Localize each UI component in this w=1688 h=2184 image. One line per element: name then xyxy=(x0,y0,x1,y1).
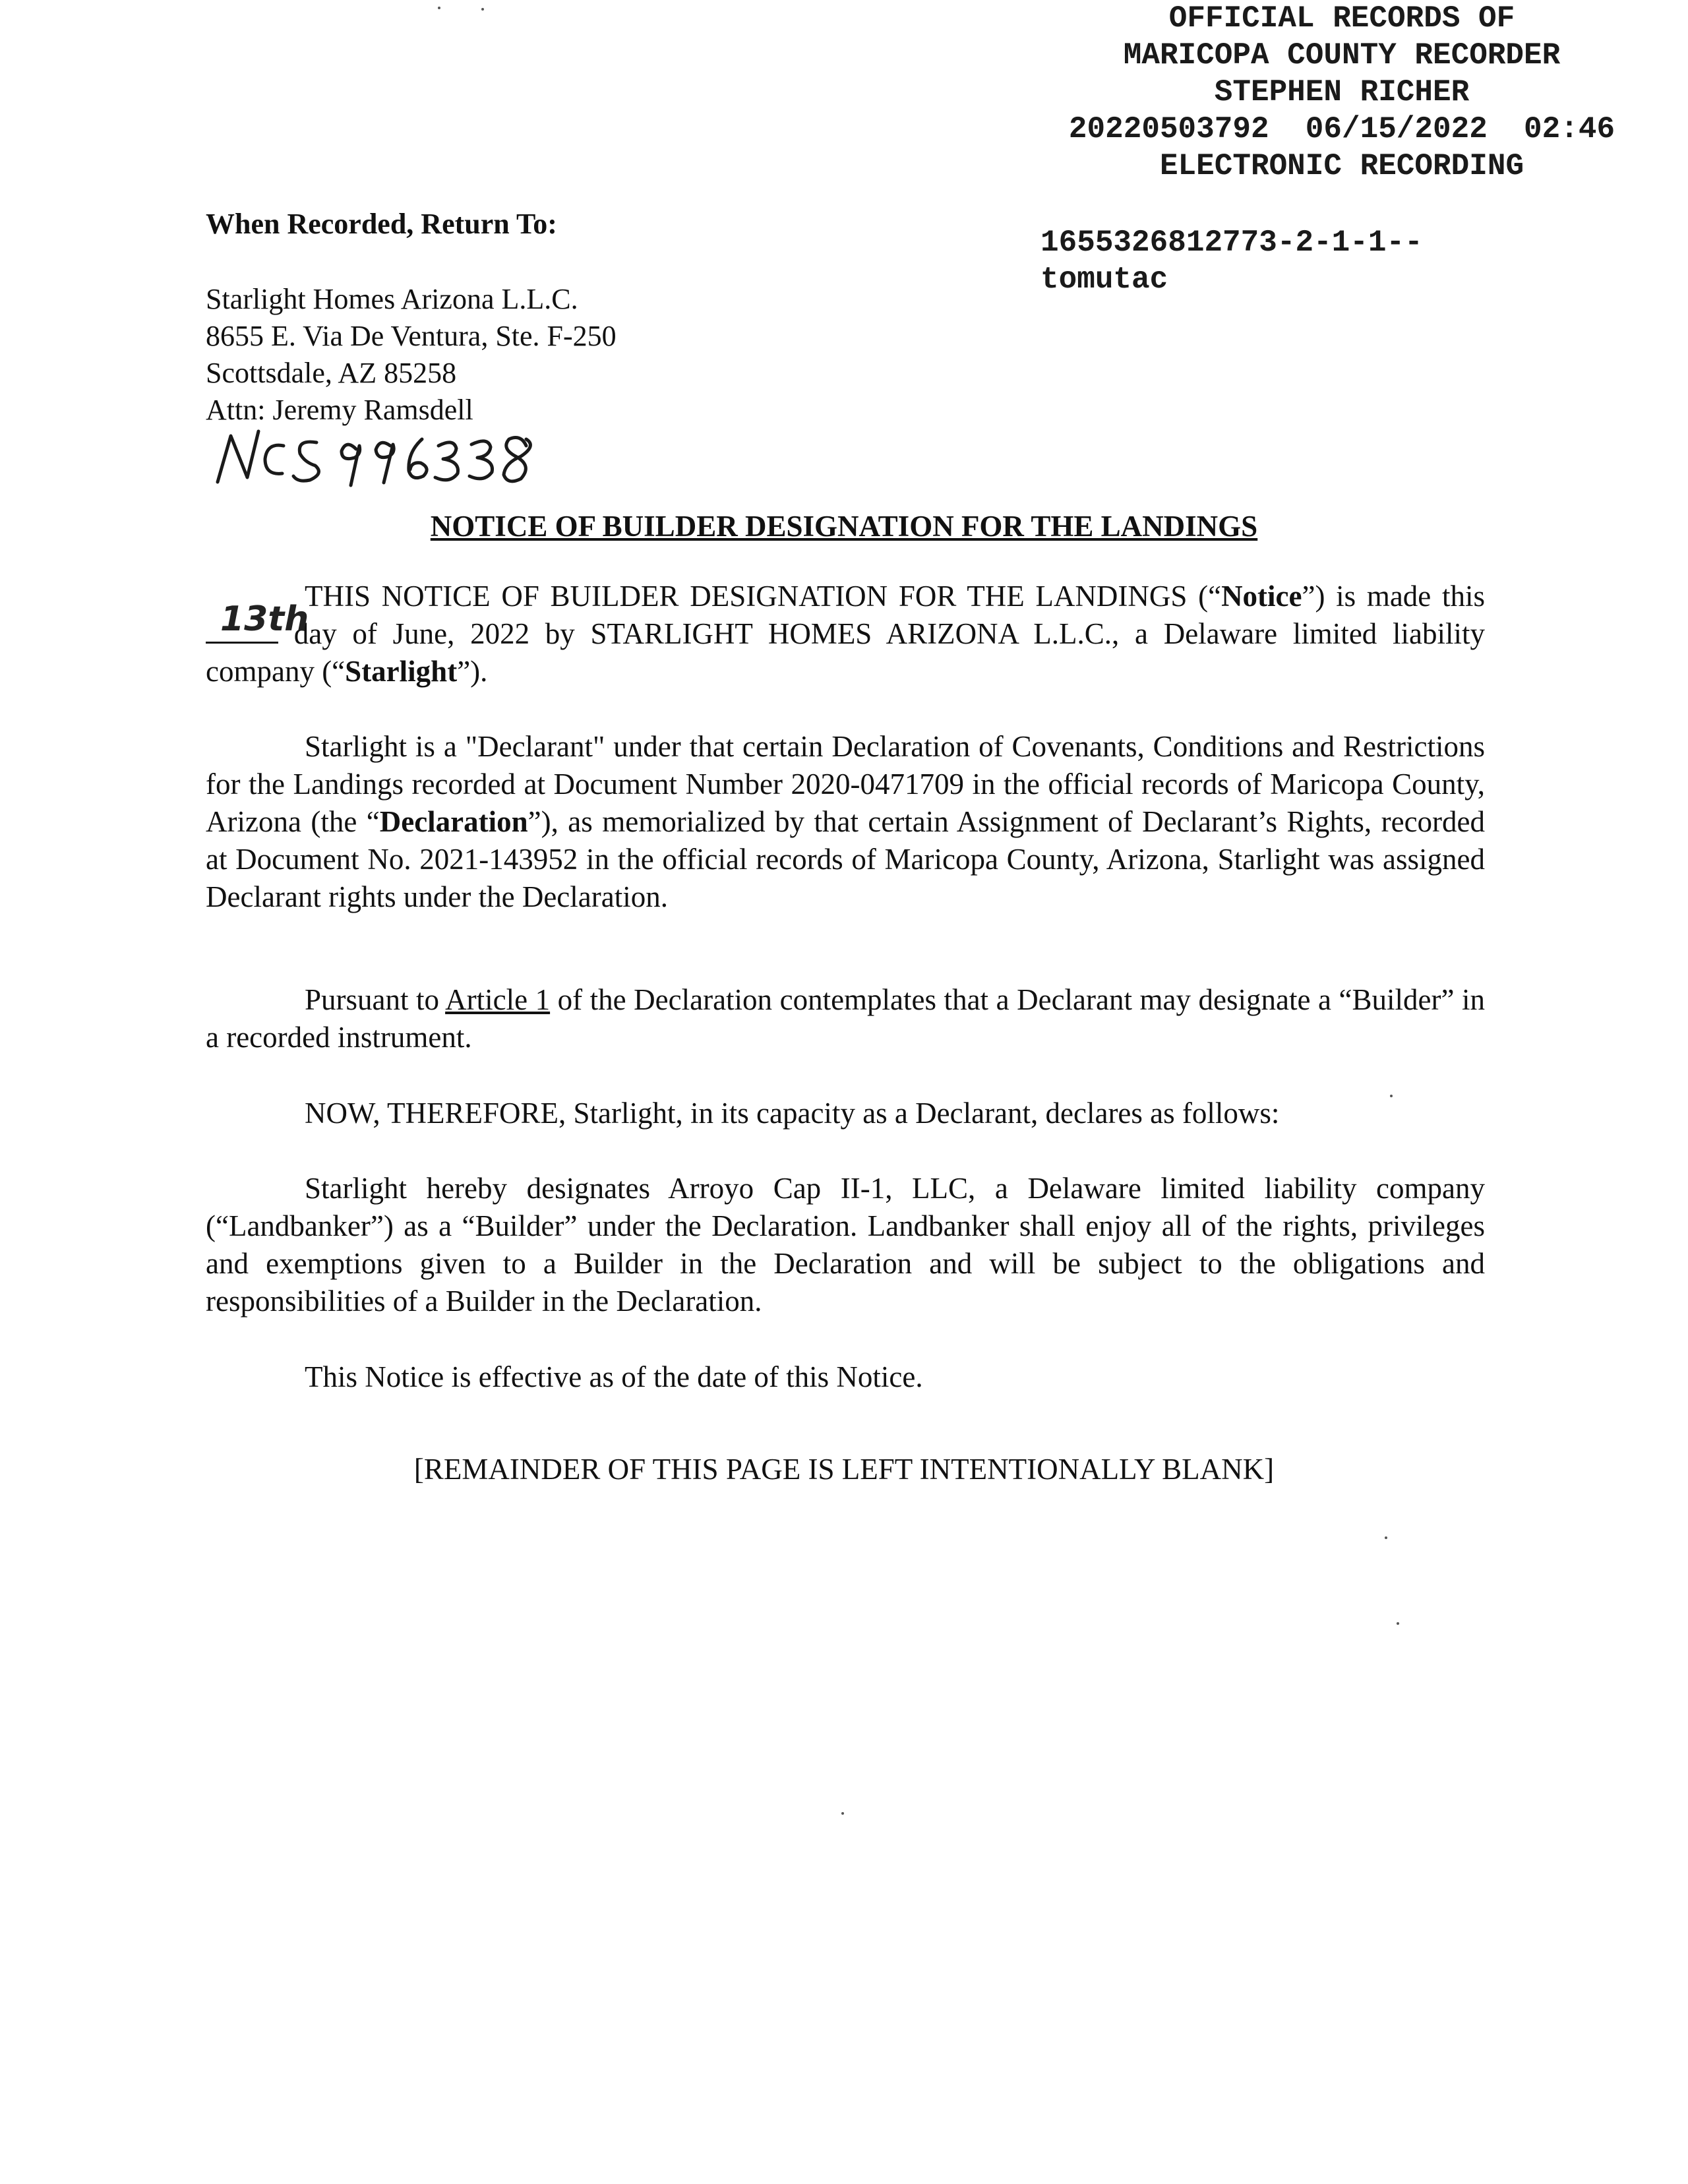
text-run: day of June, 2022 by STARLIGHT HOMES ARIZONA L.L.C., a Delaware limited liability company (“ xyxy=(206,617,1485,688)
text-run: Pursuant to xyxy=(305,983,446,1016)
address-line: Starlight Homes Arizona L.L.C. xyxy=(206,283,578,315)
paragraph-therefore xyxy=(206,1095,1485,1132)
text-run: ”) is made this xyxy=(1302,580,1485,613)
scan-speck xyxy=(481,8,484,11)
handwritten-day: 13th xyxy=(220,599,309,639)
day-blank xyxy=(206,599,309,644)
paragraph-intro xyxy=(206,578,1485,690)
stamp-line: ELECTRONIC RECORDING xyxy=(1159,149,1524,183)
scan-speck xyxy=(438,7,440,9)
text-run: ”), as memorialized by that certain Assignment of Declarant’s Rights, recorded at Document No. 2021-143952 in the official records of Maricopa County, Arizona, Starlight was assigned Declarant rights under the Declaration. xyxy=(206,805,1485,913)
return-to-heading: When Recorded, Return To: xyxy=(206,208,557,240)
text-run: THIS NOTICE OF BUILDER DESIGNATION FOR THE LANDINGS (“ xyxy=(305,580,1222,613)
scan-speck xyxy=(1390,1095,1393,1097)
stamp-line: OFFICIAL RECORDS OF xyxy=(1168,1,1515,36)
scan-speck xyxy=(841,1812,844,1815)
return-to-address xyxy=(206,281,617,429)
document-id-line: 1655326812773-2-1-1-- xyxy=(1040,226,1423,260)
document-title: NOTICE OF BUILDER DESIGNATION FOR THE LANDINGS xyxy=(430,510,1258,543)
paragraph-pursuant xyxy=(206,981,1485,1056)
handwritten-order-number xyxy=(211,419,554,492)
article-reference: Article 1 xyxy=(445,983,551,1016)
text-run: of the Declaration contemplates that a Declarant may designate a “Builder” in a recorded instrument. xyxy=(206,983,1485,1054)
paragraph-effective xyxy=(206,1358,1485,1396)
scan-speck xyxy=(1397,1622,1399,1625)
defined-term-starlight: Starlight xyxy=(345,655,458,688)
document-id-line: tomutac xyxy=(1040,262,1168,297)
recorder-stamp xyxy=(1035,0,1648,185)
paragraph-declarant xyxy=(206,728,1485,916)
text-run: Starlight is a "Declarant" under that certain Declaration of Covenants, Conditions and Restrictions for the Landings recorded at Document Number 2020-0471709 in the official records of Maricopa County, Arizona (the “ xyxy=(206,730,1485,838)
stamp-line: STEPHEN RICHER xyxy=(1214,75,1470,109)
paragraph-designation xyxy=(206,1170,1485,1320)
text-run: ”). xyxy=(457,655,488,688)
address-line: Attn: Jeremy Ramsdell xyxy=(206,394,473,426)
defined-term-declaration: Declaration xyxy=(379,805,528,838)
text-run: This Notice is effective as of the date of this Notice. xyxy=(305,1360,923,1393)
defined-term-notice: Notice xyxy=(1221,580,1302,613)
document-id xyxy=(1040,224,1634,298)
scan-speck xyxy=(1385,1536,1387,1539)
address-line: Scottsdale, AZ 85258 xyxy=(206,357,457,389)
remainder-blank-note: [REMAINDER OF THIS PAGE IS LEFT INTENTIONALLY BLANK] xyxy=(413,1453,1275,1486)
stamp-line: 20220503792 06/15/2022 02:46 xyxy=(1068,112,1615,146)
text-run: Starlight hereby designates Arroyo Cap II-1, LLC, a Delaware limited liability company (“Landbanker”) as a “Builder” under the Declaration. Landbanker shall enjoy all of the rights, privileges and exemptions given to a Builder in the Declaration and will be subject to the obligations and responsibilities of a Builder in the Declaration. xyxy=(206,1172,1485,1318)
stamp-line: MARICOPA COUNTY RECORDER xyxy=(1123,38,1561,73)
text-run: NOW, THEREFORE, Starlight, in its capacity as a Declarant, declares as follows: xyxy=(305,1097,1280,1130)
address-line: 8655 E. Via De Ventura, Ste. F-250 xyxy=(206,320,617,352)
